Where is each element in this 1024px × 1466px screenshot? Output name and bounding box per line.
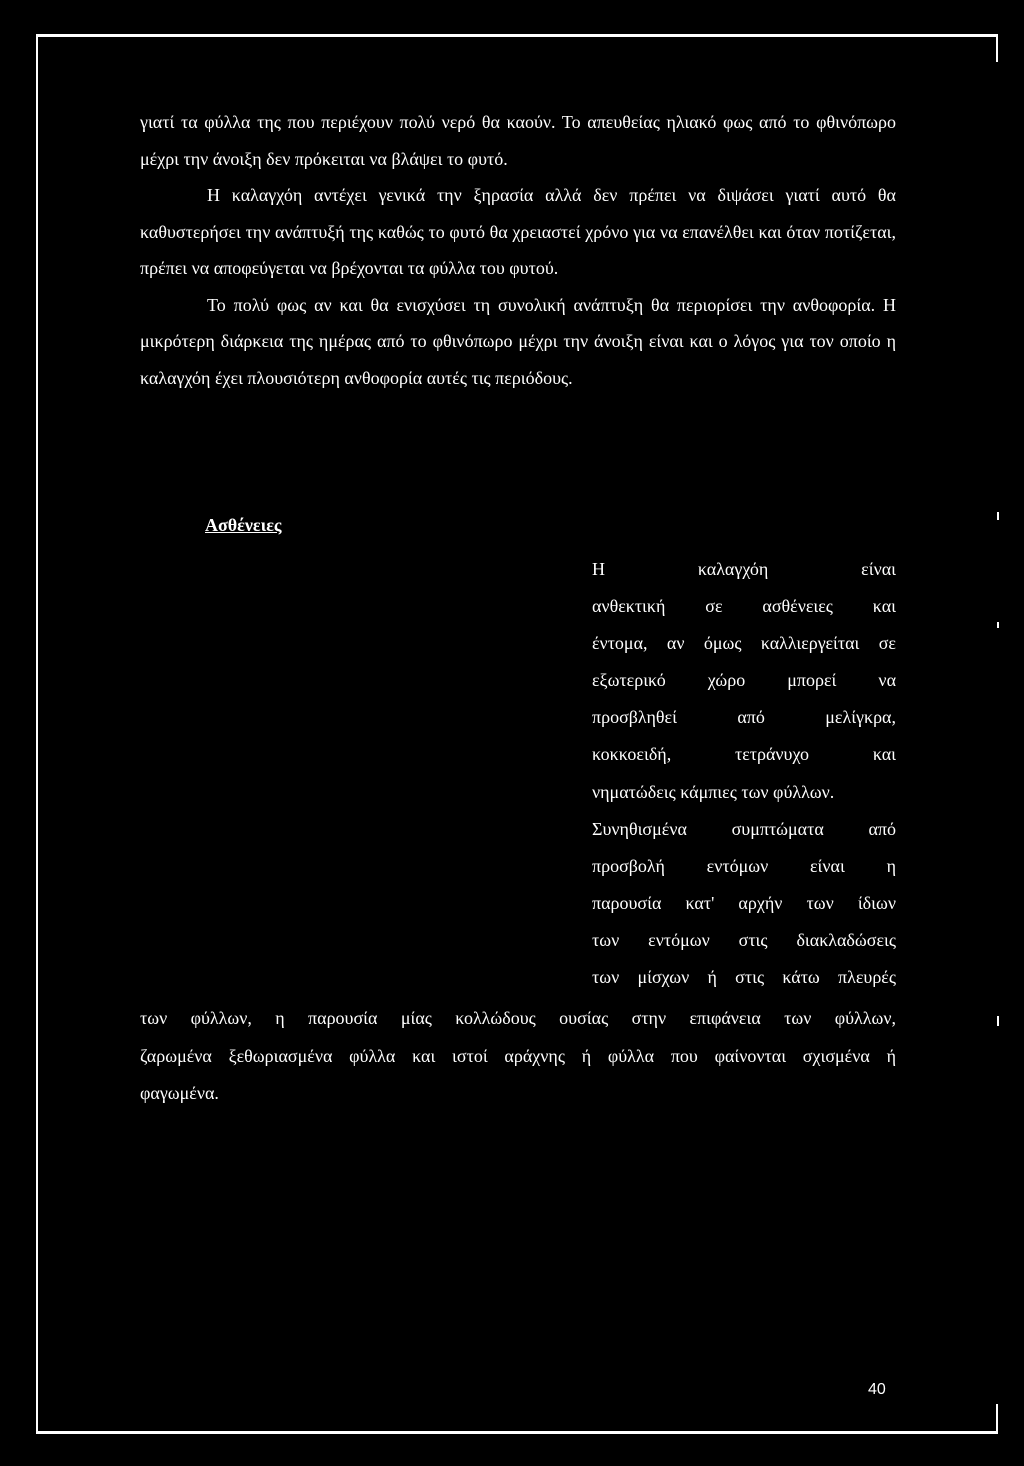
text-line: ανθεκτική σε ασθένειες και — [592, 596, 896, 617]
text-line: έντομα, αν όμως καλλιεργείται σε — [592, 633, 896, 654]
text-line: εξωτερικό χώρο μπορεί να — [592, 670, 896, 691]
frame-edge-mark — [997, 1016, 999, 1026]
page-number: 40 — [868, 1381, 886, 1398]
text-line: κοκκοειδή, τετράνυχο και — [592, 744, 896, 765]
text-line: Η καλαγχόη είναι — [592, 559, 896, 579]
section-heading: Ασθένειες — [205, 515, 282, 535]
diseases-paragraph-continued — [140, 1000, 896, 1113]
frame-right-edge-top — [996, 34, 998, 62]
text-line: νηματώδεις κάμπιες των φύλλων. — [592, 781, 835, 802]
text-line: φαγωμένα. — [140, 1083, 219, 1103]
body-text — [140, 104, 896, 396]
diseases-paragraph — [592, 551, 896, 996]
text-line: των μίσχων ή στις κάτω πλευρές — [592, 967, 896, 988]
text-line: Συνηθισμένα συμπτώματα από — [592, 818, 896, 839]
text-line: ζαρωμένα ξεθωριασμένα φύλλα και ιστοί αράχνης ή φύλλα που φαίνονται σχισμένα ή — [140, 1045, 896, 1066]
frame-edge-mark — [997, 512, 999, 520]
text-line: προσβληθεί από μελίγκρα, — [592, 707, 896, 728]
text-line: παρουσία κατ' αρχήν των ίδιων — [592, 892, 896, 913]
frame-right-edge-bottom — [996, 1404, 998, 1434]
paragraph-1: γιατί τα φύλλα της που περιέχουν πολύ νερό θα καούν. Το απευθείας ηλιακό φως από το φθινόπωρο μέχρι την άνοιξη δεν πρόκειται να βλάψει το φυτό. — [140, 112, 896, 169]
text-line: των φύλλων, η παρουσία μίας κολλώδους ουσίας στην επιφάνεια των φύλλων, — [140, 1008, 896, 1028]
paragraph-3: Το πολύ φως αν και θα ενισχύσει τη συνολική ανάπτυξη θα περιορίσει την ανθοφορία. Η μικρότερη διάρκεια της ημέρας από το φθινόπωρο μέχρι την άνοιξη είναι και ο λόγος για τον οποίο η καλαγχόη έχει πλουσιότερη ανθοφορία αυτές τις περιόδους. — [140, 294, 896, 388]
text-line: προσβολή εντόμων είναι η — [592, 855, 896, 876]
text-line: των εντόμων στις διακλαδώσεις — [592, 929, 896, 950]
frame-edge-mark — [997, 622, 999, 628]
image-placeholder — [140, 548, 570, 988]
paragraph-2: Η καλαγχόη αντέχει γενικά την ξηρασία αλλά δεν πρέπει να διψάσει γιατί αυτό θα καθυστερήσει την ανάπτυξή της καθώς το φυτό θα χρειαστεί χρόνο για να επανέλθει και όταν ποτίζεται, πρέπει να αποφεύγεται να βρέχονται τα φύλλα του φυτού. — [140, 185, 896, 278]
